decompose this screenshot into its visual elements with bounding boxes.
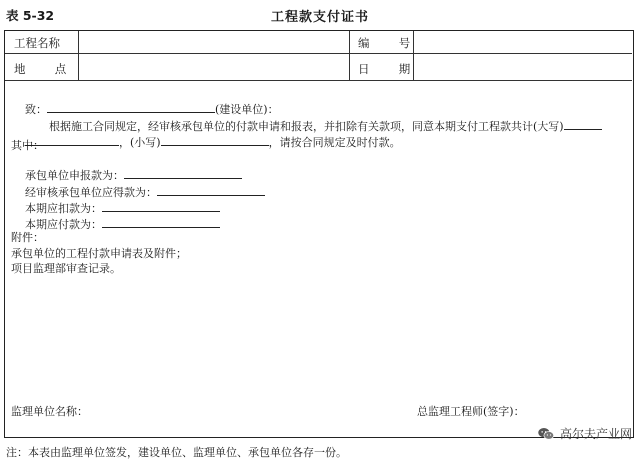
row-divider-2 [5,80,632,81]
amount-words-blank[interactable] [564,118,602,130]
attachment-2: 项目监理部审查记录。 [11,262,121,275]
declared-amount-label: 承包单位申报款为： [25,169,124,182]
recipient-suffix: (建设单位)： [215,103,279,116]
deduction-label: 本期应扣款为： [25,202,102,215]
among-label: 其中： [11,139,44,152]
footer-note: 注：本表由监理单位签发，建设单位、监理单位、承包单位各存一份。 [6,446,347,459]
payable-blank[interactable] [102,216,220,228]
watermark-text: 高尔夫产业网 [559,427,632,441]
attachment-1: 承包单位的工程付款申请表及附件； [11,247,187,260]
form-title: 工程款支付证书 [270,10,369,25]
attachments-label: 附件： [11,231,44,244]
date-label: 日 期 [358,62,411,76]
supervisor-unit-label: 监理单位名称： [11,405,88,418]
project-name-label: 工程名称 [14,36,60,50]
small-amount-label: ，(小写) [119,136,161,149]
amount-figures-blank[interactable] [161,134,269,146]
recipient-prefix: 致： [25,103,47,116]
payable-label: 本期应付款为： [25,218,102,231]
form-frame [4,30,634,438]
chief-engineer-label: 总监理工程师(签字)： [417,405,525,418]
table-number: 表 5-32 [6,8,55,23]
code-label: 编 号 [358,36,411,50]
col-divider-2 [349,31,350,80]
approved-amount-label: 经审核承包单位应得款为： [25,186,157,199]
row-divider-1 [5,53,632,54]
location-label: 地 点 [14,62,67,76]
wechat-icon [537,427,555,441]
approval-text: 根据施工合同规定，经审核承包单位的付款申请和报表，并扣除有关款项，同意本期支付工程款共计(大写) [49,120,564,133]
watermark [537,425,632,442]
col-divider-3 [413,31,414,80]
payment-instruction: ，请按合同规定及时付款。 [268,136,401,149]
col-divider-1 [78,31,79,80]
